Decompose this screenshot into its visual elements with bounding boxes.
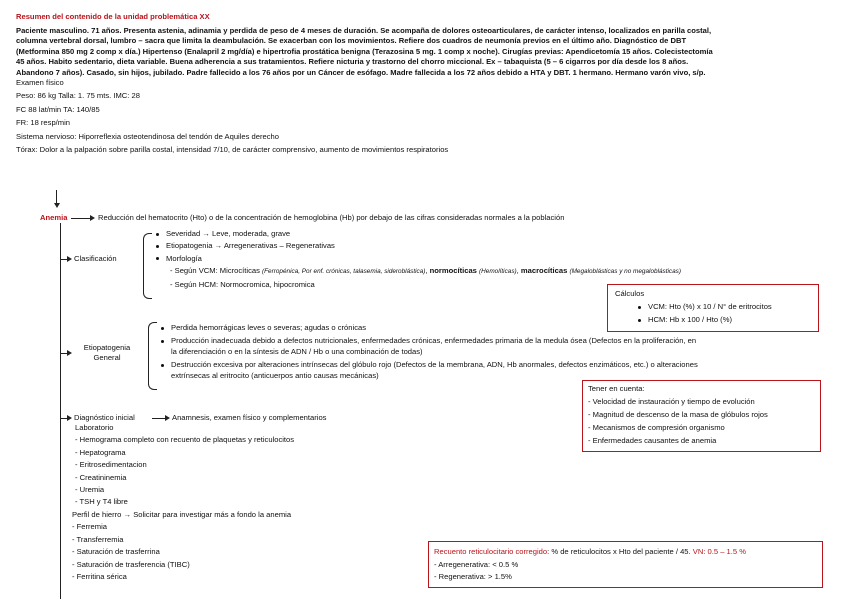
- exam-line: FR: 18 resp/min: [16, 118, 71, 128]
- list-item: Destrucción excesiva por alteraciones intrínsecas del glóbulo rojo (Defectos de la membrana, ADN, Hb anormales, defectos enzimáticos, etc.) o alteraciones: [171, 360, 698, 370]
- list-item: Perdida hemorrágicas leves o severas; agudas o crónicas: [171, 323, 367, 332]
- paragraph-line: columna vertebral dorsal, lumbro – sacra que limita la deambulación. Se exacerban con los movimientos. Refiere dos cuadros de neumonía previos en el último año. Diagnóstico de DBT: [16, 36, 687, 46]
- vcm-line: - Según VCM: Microcíticas (Ferropénica, Por enf. crónicas, talasemia, sideroblástica), normocíticas (Hemolíticas), macrocíticas (Megaloblásticas y no megaloblásticas): [170, 266, 682, 276]
- diagnostico-arrow-text: Anamnesis, examen físico y complementarios: [172, 413, 327, 422]
- list-item: Etiopatogenia → Arregenerativas – Regenerativas: [166, 241, 335, 251]
- lab-item: - Uremia: [75, 485, 105, 495]
- tener-item: - Velocidad de instauración y tiempo de evolución: [588, 397, 755, 406]
- etiopatogenia-label-line: General: [93, 353, 121, 363]
- vcm-micro-note: (Ferropénica, Por enf. crónicas, talasemia, sideroblástica): [262, 268, 426, 276]
- hierro-item: - Ferritina sérica: [72, 572, 127, 582]
- calculos-item: HCM: Hb x 100 / Hto (%): [648, 315, 732, 324]
- connector-line: [56, 190, 57, 204]
- hierro-item: - Transferremia: [72, 534, 124, 544]
- tener-item: - Mecanismos de compresión organismo: [588, 423, 725, 432]
- anemia-label: Anemia: [40, 213, 68, 222]
- list-item-cont: la diferenciación o en la síntesis de ADN / Hb o una combinación de todas): [171, 346, 423, 356]
- reticulocitos-box: [428, 541, 823, 588]
- tener-title: Tener en cuenta:: [588, 384, 645, 393]
- arrow-right-icon: [67, 350, 72, 356]
- bullet-icon: [161, 327, 164, 330]
- vcm-normo-note: (Hemolíticas): [479, 268, 517, 276]
- reticulocitos-item: - Regenerativa: > 1.5%: [434, 572, 512, 581]
- reticulocitos-item: - Arregenerativa: < 0.5 %: [434, 560, 519, 569]
- reticulocitos-vn: VN: 0.5 – 1.5 %: [692, 547, 746, 556]
- hcm-line: - Según HCM: Normocromica, hipocromica: [170, 279, 315, 289]
- brace: [143, 233, 152, 299]
- connector-line: [152, 418, 166, 419]
- hierro-section: [72, 510, 291, 582]
- bullet-icon: [161, 364, 164, 367]
- exam-title: Examen físico: [16, 78, 64, 88]
- exam-line: FC 88 lat/min TA: 140/85: [16, 104, 100, 114]
- clasificacion-list: [156, 229, 681, 290]
- diagnostico-label: Diagnóstico inicial: [74, 413, 135, 422]
- tener-item: - Enfermedades causantes de anemia: [588, 436, 717, 445]
- hierro-title: Perfil de hierro → Solicitar para investigar más a fondo la anemia: [72, 510, 292, 519]
- brace: [148, 322, 157, 390]
- vcm-macro: macrocíticas: [520, 266, 568, 276]
- paragraph-line: 45 años. Habito sedentario, dieta variable. Buena adherencia a sus tratamientos. Refiere nicturia y trastorno del chorro miccional. Ex – tabaquista (5 – 6 cigarros por día desde los 8 años.: [16, 57, 689, 67]
- anemia-definition: Reducción del hematocrito (Hto) o de la concentración de hemoglobina (Hb) por debajo de las cifras consideradas normales a la población: [98, 213, 565, 222]
- list-item-cont: extrínsecas al eritrocito (anticuerpos antio causas mecánicas): [171, 370, 379, 380]
- calculos-item: VCM: Hto (%) x 10 / N° de eritrocitos: [648, 302, 772, 311]
- bullet-icon: [156, 245, 159, 248]
- arrow-right-icon: [67, 256, 72, 262]
- etiopatogenia-label-line: Etiopatogenia: [83, 343, 131, 352]
- case-paragraph: [16, 26, 713, 155]
- paragraph-line: Abandono 7 años). Casado, sin hijos, jubilado. Padre fallecido a los 76 años por un Cáncer de esófago. Madre fallecida a los 72 años debido a HTA y DBT. 1 hermano. Hermano varón vivo, s/p.: [16, 67, 706, 77]
- calculos-title: Cálculos: [615, 289, 645, 298]
- connector-line: [71, 218, 91, 219]
- lab-item: - Eritrosedimentacion: [75, 460, 147, 470]
- exam-line: Peso: 86 kg Talla: 1. 75 mts. IMC: 28: [16, 91, 140, 101]
- hierro-item: - Ferremia: [72, 522, 108, 532]
- arrow-right-icon: [67, 415, 72, 421]
- vcm-normo: normocíticas: [429, 266, 477, 276]
- arrow-right-icon: [90, 215, 95, 221]
- reticulocitos-formula: : % de reticulocitos x Hto del paciente / 45.: [547, 547, 691, 556]
- tener-en-cuenta-box: [582, 380, 821, 452]
- bullet-icon: [638, 306, 641, 309]
- list-item: Morfología: [166, 253, 202, 263]
- arrow-down-icon: [54, 203, 60, 208]
- vcm-prefix: - Según VCM: Microcíticas: [170, 266, 260, 276]
- hierro-item: - Saturación de trasferencia (TIBC): [72, 559, 190, 569]
- lab-item: - Creatininemia: [75, 472, 127, 482]
- bullet-icon: [161, 340, 164, 343]
- lab-title: Laboratorio: [75, 423, 114, 432]
- vcm-macro-note: (Megaloblásticas y no megaloblásticas): [569, 268, 682, 276]
- reticulocitos-title: Recuento reticulocitario corregido: [434, 547, 548, 556]
- arrow-right-icon: [165, 415, 170, 421]
- bullet-icon: [156, 257, 159, 260]
- etiopatogenia-label: [74, 343, 140, 364]
- exam-line: Tórax: Dolor a la palpación sobre parilla costal, intensidad 7/10, de carácter comprensivo, aumento de movimientos respiratorios: [16, 145, 449, 155]
- lab-item: - Hepatograma: [75, 447, 126, 457]
- exam-line: Sistema nervioso: Hiporreflexia osteotendinosa del tendón de Aquiles derecho: [16, 131, 279, 141]
- etiopatogenia-list: [161, 323, 698, 381]
- tener-item: - Magnitud de descenso de la masa de glóbulos rojos: [588, 410, 768, 419]
- paragraph-line: Paciente masculino. 71 años. Presenta astenia, adinamia y perdida de peso de 4 meses de duración. Se acompaña de dolores osteoarticulares, de carácter intenso, localizados en parilla costal,: [16, 26, 712, 35]
- list-item: Producción inadecuada debido a defectos nutricionales, enfermedades crónicas, enfermedades primaria de la medula ósea (Defectos en la proliferación, en: [171, 336, 697, 346]
- lab-item: - TSH y T4 libre: [75, 497, 128, 507]
- spine-line: [60, 223, 61, 599]
- bullet-icon: [156, 233, 159, 236]
- clasificacion-label: Clasificación: [74, 254, 117, 263]
- reticulocitos-line: [434, 547, 746, 557]
- lab-item: - Hemograma completo con recuento de plaquetas y reticulocitos: [75, 435, 295, 445]
- bullet-icon: [638, 319, 641, 322]
- hierro-item: - Saturación de trasferrina: [72, 547, 160, 557]
- paragraph-line: (Metformina 850 mg 2 comp x día.) Hipertenso (Enalapril 2 mg/día) e hipertrofia prostática benigna (Terazosina 5 mg. 1 comp x noche). Cirugías previas: Apendicetomía 15 años. Colecistectomía: [16, 46, 713, 56]
- list-item: Severidad → Leve, moderada, grave: [166, 229, 291, 238]
- laboratorio-section: [75, 423, 294, 508]
- page-title: Resumen del contenido de la unidad problemática XX: [16, 12, 210, 21]
